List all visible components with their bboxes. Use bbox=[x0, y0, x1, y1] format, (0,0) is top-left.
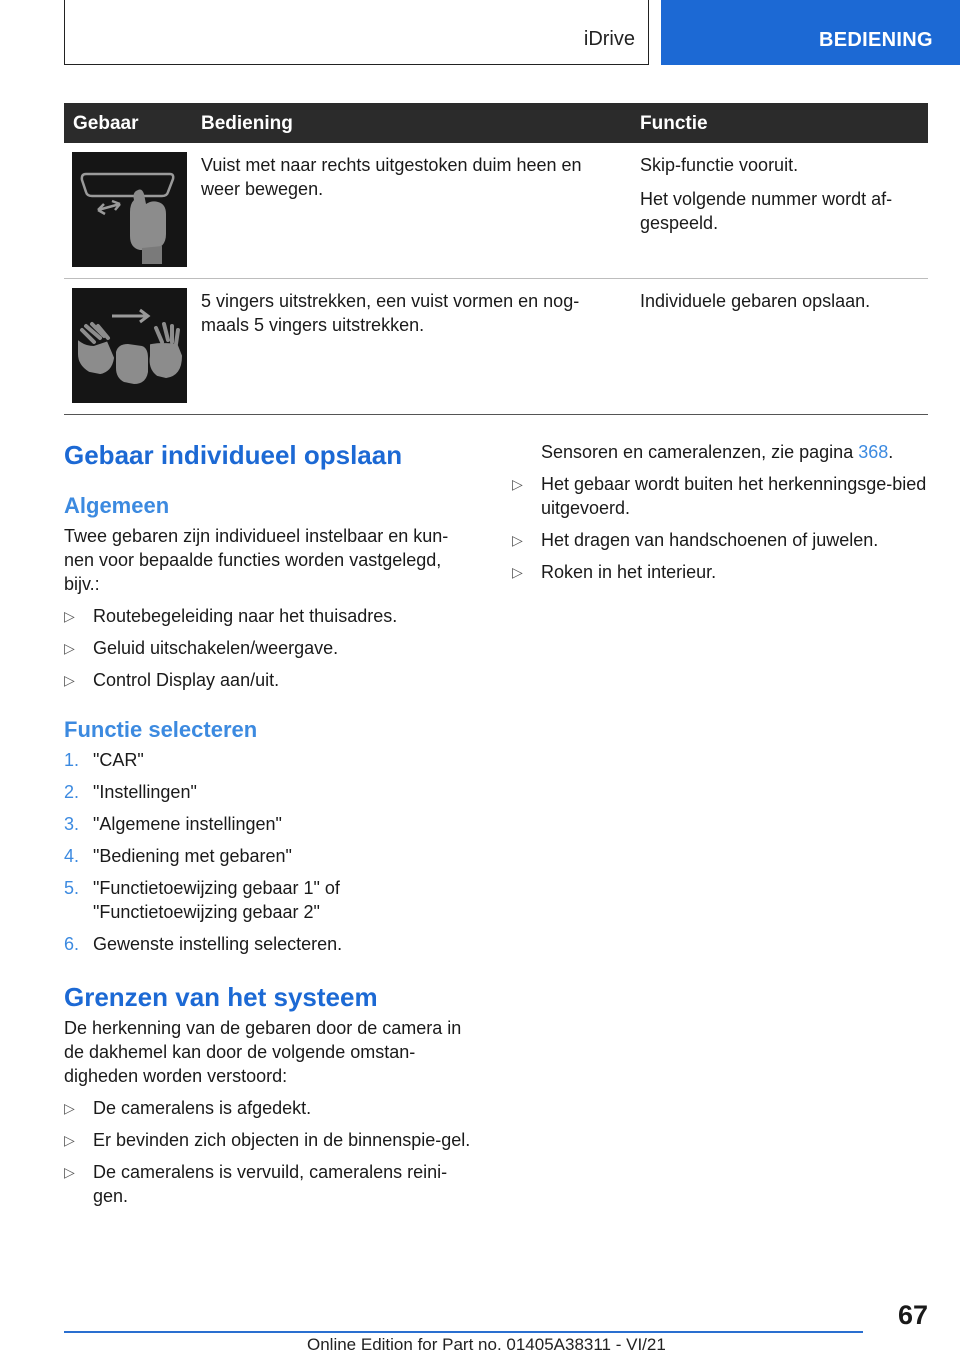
row1-operation: Vuist met naar rechts uitgestoken duim heen en weer bewegen. bbox=[201, 155, 582, 199]
gesture-save-image bbox=[72, 288, 187, 403]
col-operation: Bediening bbox=[201, 113, 293, 134]
list-item: ▷ De cameralens is vervuild, cameralens reini-gen. bbox=[64, 1162, 448, 1206]
limits-continued: Sensoren en cameralenzen, zie pagina 368. bbox=[541, 442, 894, 462]
list-item: 2. "Instellingen" bbox=[64, 782, 197, 802]
list-item: ▷ Routebegeleiding naar het thuisadres. bbox=[64, 606, 398, 626]
col-gesture: Gebaar bbox=[73, 113, 139, 134]
col-function: Functie bbox=[640, 113, 708, 134]
triangle-right-icon: ▷ bbox=[64, 640, 75, 656]
header-section: iDrive bbox=[583, 28, 635, 50]
list-item: ▷ Geluid uitschakelen/weergave. bbox=[64, 638, 339, 658]
list-item: ▷ Roken in het interieur. bbox=[512, 562, 717, 582]
row2-operation: 5 vingers uitstrekken, een vuist vormen en nog-maals 5 vingers uitstrekken. bbox=[201, 291, 580, 335]
list-item: 4. "Bediening met gebaren" bbox=[64, 846, 292, 866]
select-steps bbox=[64, 748, 474, 956]
footer-rule bbox=[64, 1331, 863, 1333]
limits-intro: De herkenning van de gebaren door de camera in de dakhemel kan door de volgende omstan-digheden worden verstoord: bbox=[64, 1018, 462, 1086]
select-title: Functie selecteren bbox=[64, 717, 258, 742]
triangle-right-icon: ▷ bbox=[64, 608, 75, 624]
general-list bbox=[64, 604, 474, 692]
general-intro: Twee gebaren zijn individueel instelbaar en kun-nen voor bepaalde functies worden vastgelegd, bijv.: bbox=[64, 526, 449, 594]
gesture-table bbox=[64, 103, 928, 415]
list-item: 3. "Algemene instellingen" bbox=[64, 814, 282, 834]
limits-title: Grenzen van het systeem bbox=[64, 982, 378, 1012]
footer-edition: Online Edition for Part no. 01405A38311 - VI/21 bbox=[307, 1335, 666, 1354]
row2-function bbox=[640, 289, 925, 313]
row1-function-line1: Skip-functie vooruit. bbox=[640, 155, 799, 175]
triangle-right-icon: ▷ bbox=[512, 564, 523, 580]
triangle-right-icon: ▷ bbox=[64, 1132, 75, 1148]
gesture-skip-image bbox=[72, 152, 187, 267]
row1-function bbox=[640, 153, 925, 235]
list-item: 6. Gewenste instelling selecteren. bbox=[64, 934, 343, 954]
list-item: ▷ De cameralens is afgedekt. bbox=[64, 1098, 312, 1118]
triangle-right-icon: ▷ bbox=[64, 672, 75, 688]
triangle-right-icon: ▷ bbox=[64, 1100, 75, 1116]
list-item: ▷ Control Display aan/uit. bbox=[64, 670, 280, 690]
triangle-right-icon: ▷ bbox=[512, 532, 523, 548]
table-row bbox=[64, 279, 928, 415]
triangle-right-icon: ▷ bbox=[64, 1164, 75, 1180]
list-item: 5. "Functietoewijzing gebaar 1" of "Functietoewijzing gebaar 2" bbox=[64, 878, 340, 922]
page-link[interactable]: 368 bbox=[858, 442, 889, 462]
table-header bbox=[64, 103, 928, 143]
list-item: 1. "CAR" bbox=[64, 750, 144, 770]
triangle-right-icon: ▷ bbox=[512, 476, 523, 492]
limits-list-more bbox=[512, 472, 928, 584]
list-item: ▷ Het gebaar wordt buiten het herkenningsge-bied uitgevoerd. bbox=[512, 474, 927, 518]
general-title: Algemeen bbox=[64, 493, 170, 518]
list-item: ▷ Er bevinden zich objecten in de binnenspie-gel. bbox=[64, 1130, 471, 1150]
right-column bbox=[512, 440, 928, 584]
row2-function-line1: Individuele gebaren opslaan. bbox=[640, 291, 871, 311]
section-title: Gebaar individueel opslaan bbox=[64, 440, 403, 470]
table-row bbox=[64, 143, 928, 279]
row1-function-line2: Het volgende nummer wordt af-gespeeld. bbox=[640, 189, 893, 233]
list-item: ▷ Het dragen van handschoenen of juwelen. bbox=[512, 530, 879, 550]
left-column bbox=[64, 440, 474, 1208]
limits-list bbox=[64, 1096, 474, 1208]
page-number: 67 bbox=[897, 1300, 928, 1330]
header-box bbox=[64, 0, 649, 65]
chapter-tab: BEDIENING bbox=[661, 0, 960, 65]
